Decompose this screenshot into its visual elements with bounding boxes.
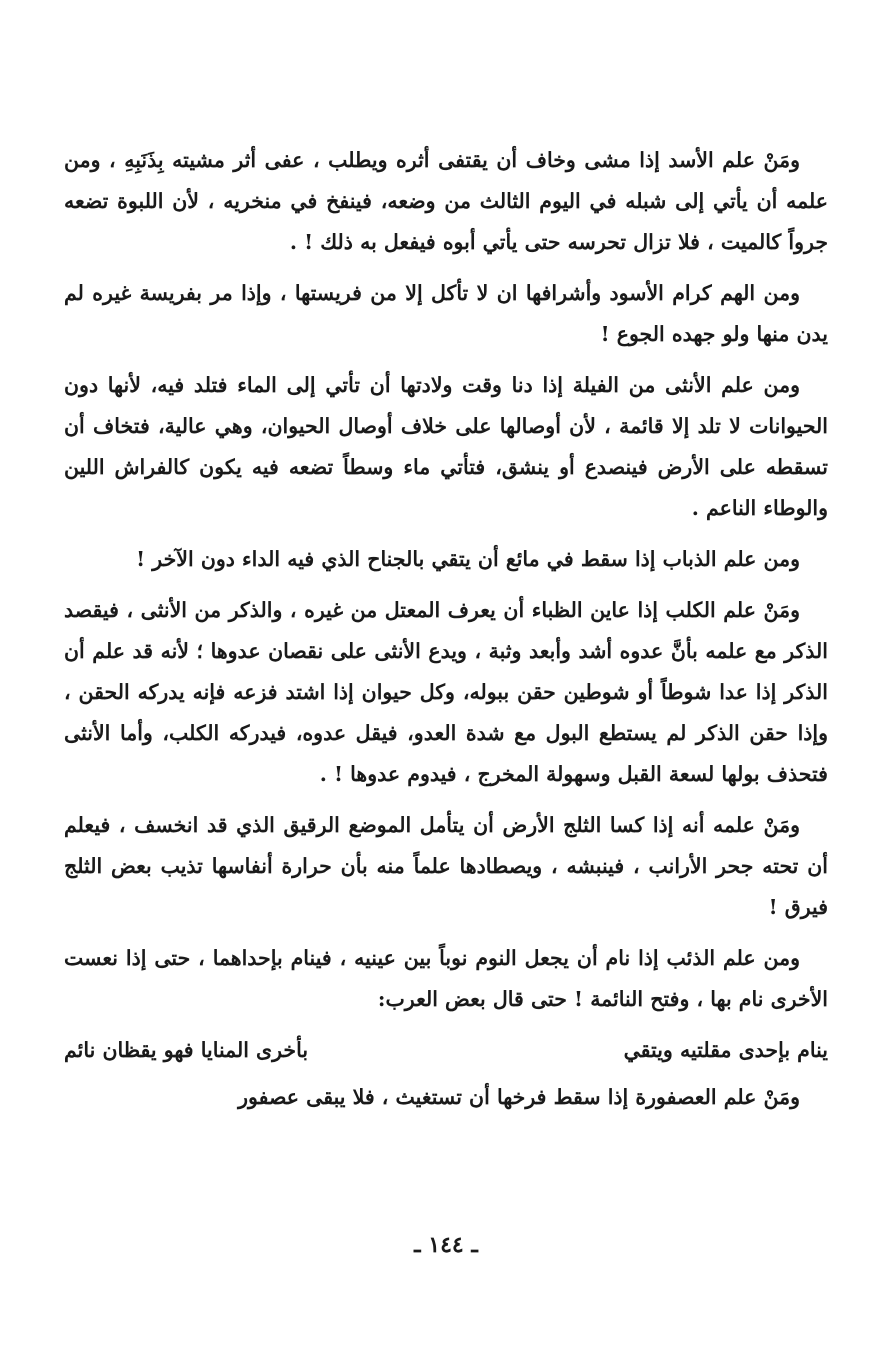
paragraph-elephant: ومن علم الأنثى من الفيلة إذا دنا وقت ولادتها أن تأتي إلى الماء فتلد فيه، لأنها دون الحيوانات لا تلد إلا قائمة ، لأن أوصالها على خلاف أوصال الحيوان، وهي عالية، فتخاف أن تسقطه على الأرض فينصدع أو ينشق، فتأتي ماء وسطاً تضعه فيه يكون كالفراش اللين والوطاء الناعم .	[64, 373, 828, 520]
paragraph-snow-hunt: ومَنْ علمه أنه إذا كسا الثلج الأرض أن يتأمل الموضع الرقيق الذي قد انخسف ، فيعلم أن تحته جحر الأرانب ، فينبشه ، ويصطادها علماً منه بأن حرارة أنفاسها تذيب بعض الثلج فيرق !	[64, 813, 828, 919]
paragraph-fly: ومن علم الذباب إذا سقط في مائع أن يتقي بالجناح الذي فيه الداء دون الآخر !	[136, 547, 800, 571]
paragraph-wolf: ومن علم الذئب إذا نام أن يجعل النوم نوباً بين عينيه ، فينام بإحداهما ، حتى إذا نعست الأخرى نام بها ، وفتح النائمة ! حتى قال بعض العرب:	[64, 946, 828, 1011]
poem-first-hemistich: ينام بإحدى مقلتيه ويتقي	[623, 1038, 828, 1062]
paragraph-lion: ومَنْ علم الأسد إذا مشى وخاف أن يقتفى أثره ويطلب ، عفى أثر مشيته بِذَنَبِهِ ، ومن علمه أن يأتي إلى شبله في اليوم الثالث من وضعه، فينفخ في منخريه ، لأن اللبوة تضعه جرواً كالميت ، فلا تزال تحرسه حتى يأتي أبوه فيفعل به ذلك ! .	[64, 148, 828, 254]
paragraph-noble-lions: ومن الهم كرام الأسود وأشرافها ان لا تأكل إلا من فريستها ، وإذا مر بفريسة غيره لم يدن منها ولو جهده الجوع !	[64, 281, 828, 346]
poem-verse	[64, 1030, 828, 1071]
body-text	[64, 140, 828, 1128]
paragraph-dog: ومَنْ علم الكلب إذا عاين الظباء أن يعرف المعتل من غيره ، والذكر من الأنثى ، فيقصد الذكر مع علمه بأنَّ عدوه أشد وأبعد وثبة ، ويدع الأنثى على نقصان عدوها ؛ لأنه قد علم أن الذكر إذا عدا شوطاً أو شوطين حقن ببوله، وكل حيوان إذا اشتد فزعه فإنه يدركه الحقن ، وإذا حقن الذكر لم يستطع البول مع شدة العدو، فيقل عدوه، فيدركه الكلب، وأما الأنثى فتحذف بولها لسعة القبل وسهولة المخرج ، فيدوم عدوها ! .	[64, 598, 828, 786]
poem-second-hemistich: بأخرى المنايا فهو يقظان نائم	[64, 1038, 309, 1062]
page-number: ـ ١٤٤ ـ	[414, 1232, 478, 1258]
paragraph-sparrow: ومَنْ علم العصفورة إذا سقط فرخها أن تستغيث ، فلا يبقى عصفور	[238, 1085, 800, 1109]
